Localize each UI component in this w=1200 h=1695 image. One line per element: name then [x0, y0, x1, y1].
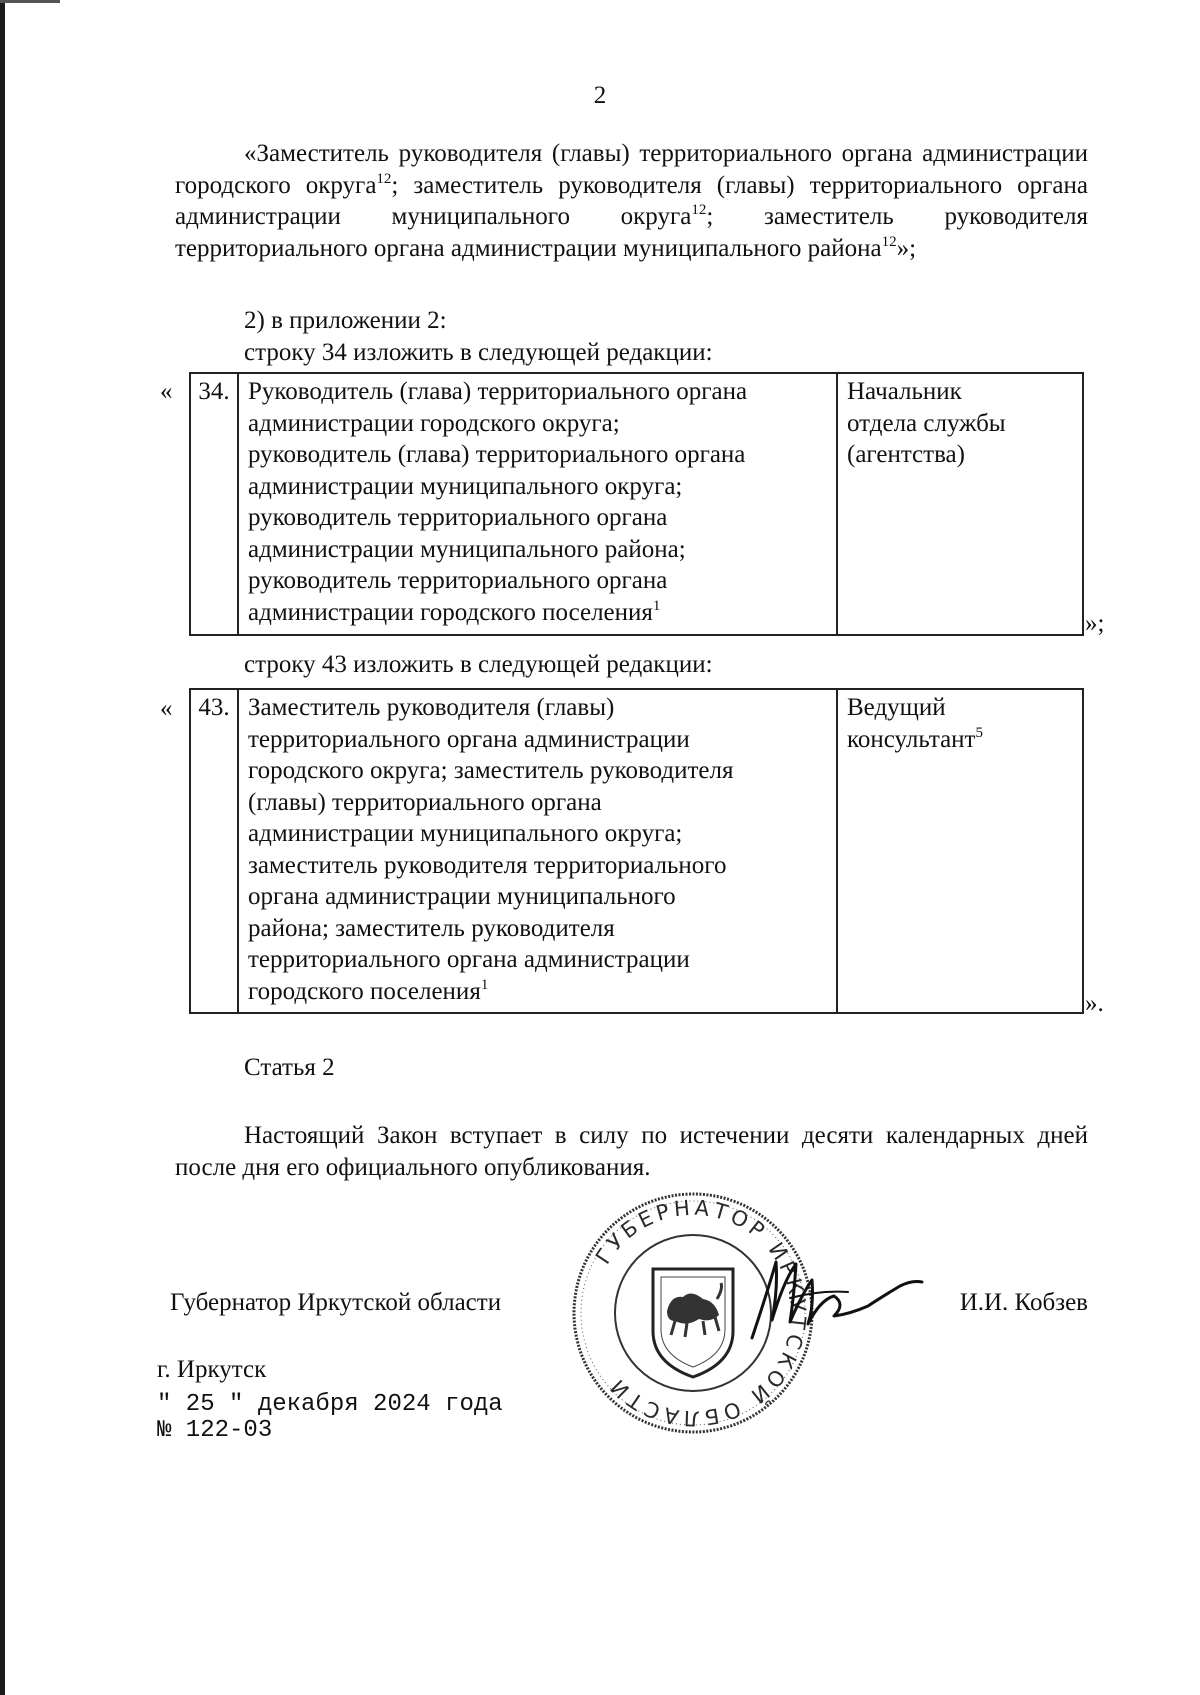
position-title-cell	[238, 689, 837, 1013]
position-line: Начальник	[847, 378, 962, 405]
footnote-ref: 12	[881, 233, 897, 250]
title-line: Заместитель руководителя (главы)	[248, 694, 615, 721]
seal-text: ГУБЕРНАТОР ИРКУТСКОЙ ОБЛАСТИ	[591, 1195, 811, 1431]
row-number: 34.	[190, 373, 238, 635]
title-line: руководитель территориального органа	[248, 567, 668, 594]
page-number: 2	[593, 82, 607, 109]
title-line-text: городского поселения	[248, 977, 481, 1005]
title-line-text: администрации городского поселения	[248, 598, 653, 626]
title-line: заместитель руководителя территориального	[248, 851, 727, 879]
equivalent-position-cell	[837, 689, 1083, 1013]
close-quote: ».	[1085, 990, 1104, 1017]
title-line: администрации муниципального округа;	[248, 820, 683, 847]
title-line: Руководитель (глава) территориального органа	[248, 378, 748, 405]
footnote-ref: 12	[691, 202, 707, 218]
amendment-table-34	[189, 372, 1084, 636]
amendment-table-43	[189, 688, 1084, 1014]
issue-city: г. Иркутск	[157, 1356, 267, 1383]
footnote-ref: 5	[975, 724, 983, 741]
row-number: 43.	[190, 689, 238, 1013]
position-line: Ведущий	[847, 694, 946, 721]
title-line: (главы) территориального органа	[248, 788, 602, 816]
scan-edge	[0, 0, 5, 1695]
title-line	[248, 597, 828, 629]
intro-text-2: ; заместитель руководителя (главы) территориального органа администрации муниципального округа	[175, 171, 1088, 230]
position-title-cell	[238, 373, 837, 635]
law-number: № 122-03	[157, 1417, 273, 1444]
table-row	[190, 689, 1083, 1013]
close-quote: »;	[1085, 610, 1105, 637]
position-line: (агентства)	[847, 441, 965, 468]
scan-edge-top	[0, 0, 60, 3]
title-line: территориального органа администрации	[248, 725, 690, 753]
title-line: администрации муниципального района;	[248, 535, 686, 563]
title-line: администрации городского округа;	[248, 409, 620, 437]
equivalent-position-cell	[837, 373, 1083, 635]
handwritten-signature-icon	[750, 1250, 925, 1345]
title-line: органа администрации муниципального	[248, 883, 676, 910]
title-line: района; заместитель руководителя	[248, 914, 615, 942]
footnote-ref: 1	[480, 976, 489, 993]
item-2-heading: 2) в приложении 2:	[244, 307, 447, 334]
title-line: администрации муниципального округа;	[248, 472, 683, 500]
title-line: городского округа; заместитель руководителя	[248, 757, 734, 784]
article-heading: Статья 2	[244, 1054, 335, 1081]
position-line-text: консультант	[847, 725, 976, 753]
row-34-instruction: строку 34 изложить в следующей редакции:	[244, 339, 713, 366]
table-row	[190, 373, 1083, 635]
issue-date: " 25 " декабря 2024 года	[157, 1391, 503, 1418]
open-quote: «	[160, 378, 173, 405]
title-line	[248, 976, 828, 1008]
row-43-instruction: строку 43 изложить в следующей редакции:	[244, 651, 713, 678]
intro-text-3: ; заместитель руководителя территориального органа администрации муниципального района	[175, 203, 1089, 262]
position-line: отдела службы	[847, 409, 1006, 437]
footnote-ref: 1	[652, 597, 661, 614]
footnote-ref: 12	[376, 170, 392, 187]
title-line: руководитель территориального органа	[248, 504, 668, 531]
title-line: руководитель (глава) территориального органа	[248, 441, 746, 468]
signatory-role: Губернатор Иркутской области	[170, 1289, 502, 1316]
intro-text-1: «Заместитель руководителя (главы) территориального органа администрации городского округа	[175, 140, 1088, 199]
position-line	[847, 724, 1074, 756]
article-text: Настоящий Закон вступает в силу по истечении десяти календарных дней после дня его официального опубликования.	[175, 1122, 1088, 1181]
title-line: территориального органа администрации	[248, 946, 690, 973]
signatory-name: И.И. Кобзев	[959, 1289, 1088, 1316]
intro-text-4: »;	[896, 234, 917, 262]
open-quote: «	[160, 695, 173, 722]
intro-paragraph	[175, 138, 1088, 264]
